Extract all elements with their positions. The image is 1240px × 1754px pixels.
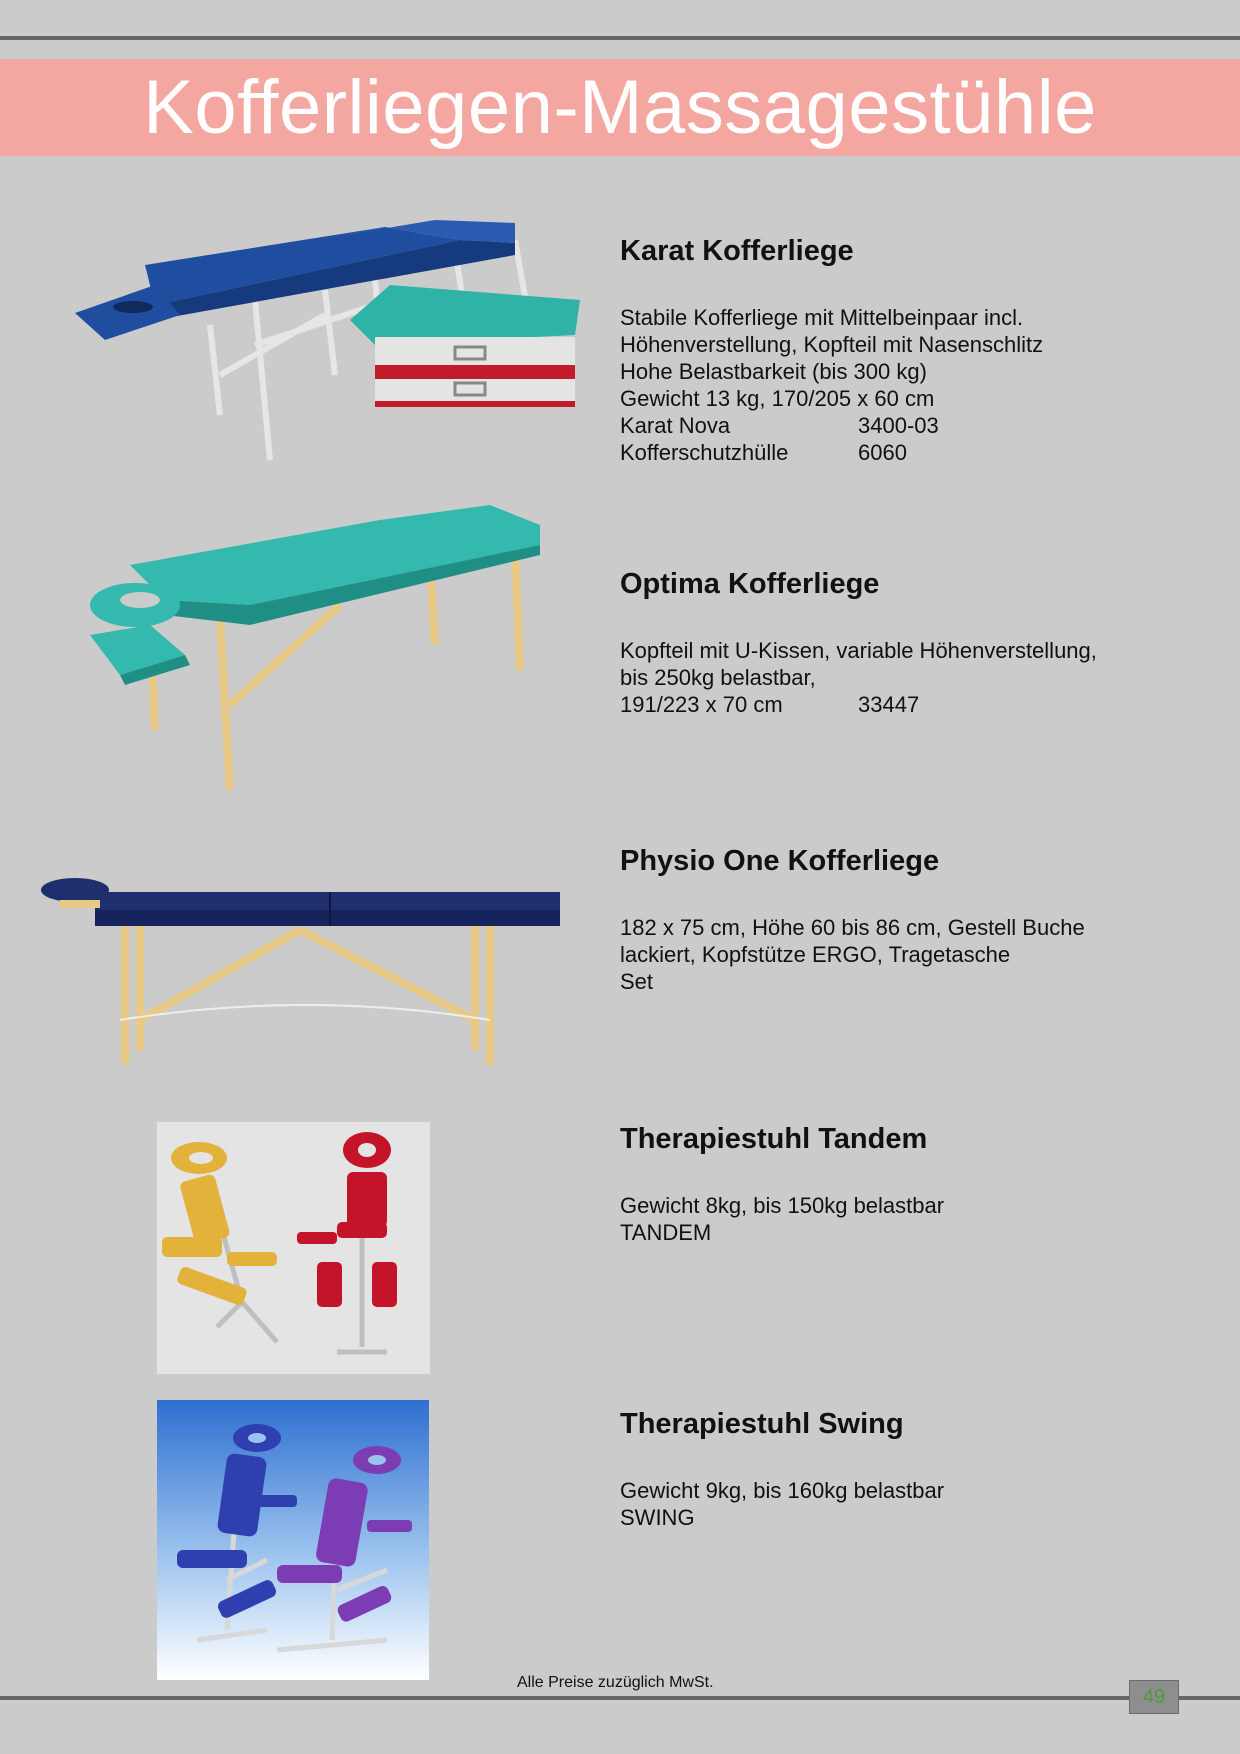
product-physio-one (620, 845, 1220, 995)
item-code: 33447 (858, 692, 920, 717)
product-item-row (620, 412, 1220, 439)
product-name: Karat Kofferliege (620, 235, 854, 267)
swing-chairs-image (157, 1400, 429, 1680)
item-label: 191/223 x 70 cm (620, 692, 783, 717)
product-karat (620, 235, 1220, 466)
item-label: Kofferschutzhülle (620, 440, 789, 465)
top-rule (0, 36, 1240, 40)
tandem-chairs-image (157, 1122, 430, 1374)
physio-table-image (40, 870, 560, 1070)
item-code: 6060 (858, 440, 907, 465)
product-name: Therapiestuhl Tandem (620, 1123, 928, 1155)
product-desc-line: Hohe Belastbarkeit (bis 300 kg) (620, 359, 927, 384)
product-desc-line: Gewicht 8kg, bis 150kg belastbar (620, 1193, 945, 1218)
title-band (0, 59, 1240, 156)
product-item-row (620, 439, 1220, 466)
product-desc-line: Gewicht 13 kg, 170/205 x 60 cm (620, 386, 935, 411)
product-desc-line: TANDEM (620, 1220, 712, 1245)
product-desc-line: lackiert, Kopfstütze ERGO, Tragetasche (620, 942, 1011, 967)
item-code: 3400-03 (858, 413, 939, 438)
product-desc-line: bis 250kg belastbar, (620, 665, 816, 690)
product-desc-line: Set (620, 969, 654, 994)
product-desc-line: 182 x 75 cm, Höhe 60 bis 86 cm, Gestell Buche (620, 915, 1085, 940)
item-label: Karat Nova (620, 413, 731, 438)
product-desc-line: Höhenverstellung, Kopfteil mit Nasenschlitz (620, 332, 1044, 357)
page-title: Kofferliegen-Massagestühle (143, 64, 1097, 150)
product-desc-line: Stabile Kofferliege mit Mittelbeinpaar incl. (620, 305, 1024, 330)
product-optima (620, 568, 1220, 718)
bottom-rule (0, 1696, 1240, 1700)
product-desc-line: Gewicht 9kg, bis 160kg belastbar (620, 1478, 945, 1503)
product-desc-line: SWING (620, 1505, 695, 1530)
product-name: Physio One Kofferliege (620, 845, 940, 877)
product-swing (620, 1408, 1220, 1531)
product-item-row (620, 691, 1220, 718)
optima-table-image (90, 505, 550, 795)
karat-table-image (75, 215, 585, 465)
product-tandem (620, 1123, 1220, 1246)
page-number: 49 (1129, 1680, 1179, 1714)
product-name: Optima Kofferliege (620, 568, 880, 600)
footer-note: Alle Preise zuzüglich MwSt. (517, 1674, 714, 1691)
product-desc-line: Kopfteil mit U-Kissen, variable Höhenverstellung, (620, 638, 1097, 663)
product-name: Therapiestuhl Swing (620, 1408, 904, 1440)
